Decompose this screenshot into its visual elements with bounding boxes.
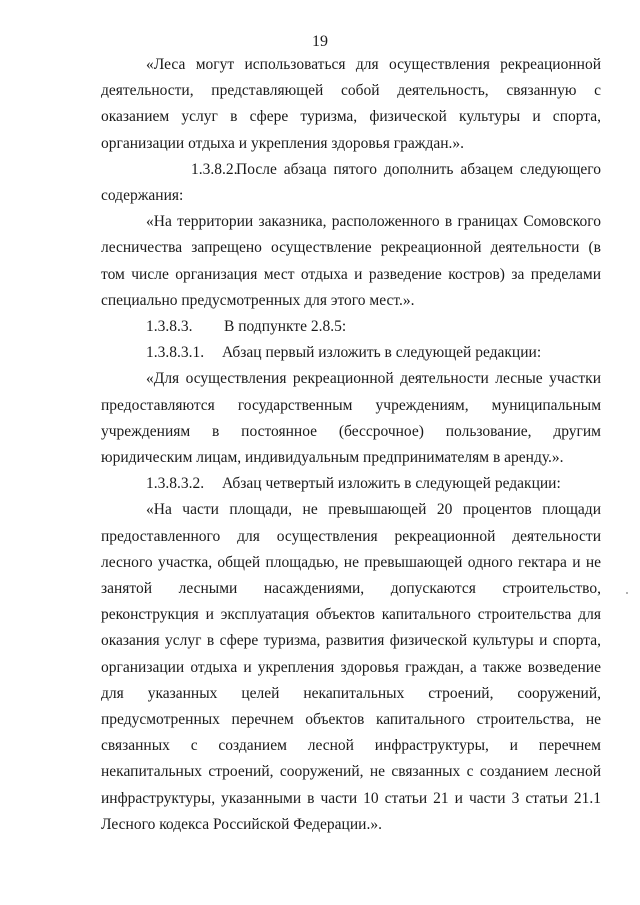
item-text: Абзац первый изложить в следующей редакции: — [222, 344, 542, 362]
item-text: После абзаца пятого дополнить абзацем следующего содержания: — [101, 160, 601, 205]
item-number: 1.3.8.3.1. — [146, 344, 205, 362]
quote-forests-use-paragraph: «Леса могут использоваться для осуществления рекреационной деятельности, представляющей собой деятельность, связанную с оказанием услуг в сфере туризма, физической культуры и спорта, организации отдыха и укрепления здоровья граждан.». — [101, 56, 601, 152]
quote-construction-paragraph: «На части площади, не превышающей 20 процентов площади предоставленного для осуществления рекреационной деятельности лесного участка, общей площадью, не превышающей одного гектара и не занятой лесными насаждениями, допускаются строительство, реконструкция и эксплуатация объектов капитального строительства для оказания услуг в сфере туризма, развития физической культуры и спорта, организации отдыха и укрепления здоровья граждан, а также возведение для указанных целей некапитальных строений, сооружений, предусмотренных перечнем объектов капитального строительства, не связанных с созданием лесной инфраструктуры, и перечнем некапитальных строений, сооружений, не связанных с созданием лесной инфраструктуры, указанными в части 10 статьи 21 и части 3 статьи 21.1 Лесного кодекса Российской Федерации.». — [101, 501, 601, 833]
amendment-1-3-8-3-1-line — [101, 340, 601, 366]
amendment-1-3-8-2-paragraph — [101, 157, 601, 209]
amendment-1-3-8-3-2-line — [101, 471, 601, 497]
document-body — [101, 52, 601, 838]
quote-reserve-paragraph: «На территории заказника, расположенного в границах Сомовского лесничества запрещено осуществление рекреационной деятельности (в том числе организация мест отдыха и разведение костров) за пределами специально предусмотренных для этого мест.». — [101, 213, 601, 309]
scan-speck — [626, 592, 628, 594]
amendment-1-3-8-3-line — [101, 314, 601, 340]
item-number: 1.3.8.3.2. — [146, 475, 205, 493]
item-number: 1.3.8.2. — [191, 160, 238, 178]
item-number: 1.3.8.3. — [146, 318, 193, 336]
quote-plots-paragraph: «Для осуществления рекреационной деятельности лесные участки предоставляются государственным учреждениям, муниципальным учреждениям в постоянное (бессрочное) пользование, другим юридическим лицам, индивидуальным предпринимателям в аренду.». — [101, 370, 601, 467]
page-number: 19 — [312, 33, 328, 50]
item-text: В подпункте 2.8.5: — [224, 318, 347, 336]
item-text: Абзац четвертый изложить в следующей редакции: — [222, 475, 561, 493]
